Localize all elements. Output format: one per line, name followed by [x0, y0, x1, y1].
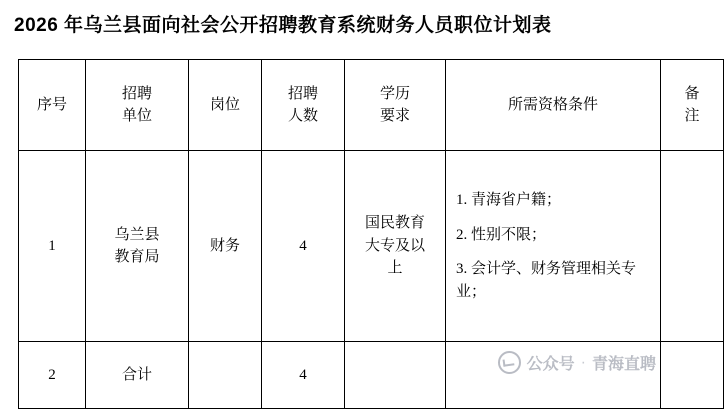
cell-remark [661, 342, 724, 409]
cell-unit: 乌兰县 教育局 [86, 151, 189, 342]
table-header-row [19, 60, 724, 151]
table-row [19, 151, 724, 342]
cell-requirements [446, 151, 661, 342]
table-header [19, 60, 724, 151]
requirement-item: 1. 青海省户籍； [456, 192, 562, 208]
column-header-post: 岗位 [189, 60, 262, 151]
cell-remark [661, 151, 724, 342]
column-header-requirements: 所需资格条件 [446, 60, 661, 151]
cell-no: 2 [19, 342, 86, 409]
watermark [498, 351, 656, 374]
watermark-separator: · [580, 353, 586, 371]
wechat-check-icon [498, 351, 521, 374]
cell-education [345, 342, 446, 409]
column-header-remark: 备 注 [661, 60, 724, 151]
page-title: 2026 年乌兰县面向社会公开招聘教育系统财务人员职位计划表 [14, 15, 552, 36]
requirement-item: 3. 会计学、财务管理相关专业； [456, 261, 637, 300]
cell-count: 4 [262, 342, 345, 409]
column-header-no: 序号 [19, 60, 86, 151]
cell-education: 国民教育 大专及以 上 [345, 151, 446, 342]
column-header-education: 学历 要求 [345, 60, 446, 151]
cell-post: 财务 [189, 151, 262, 342]
cell-no: 1 [19, 151, 86, 342]
watermark-label: 公众号 [526, 356, 575, 373]
column-header-unit: 招聘 单位 [86, 60, 189, 151]
column-header-count: 招聘 人数 [262, 60, 345, 151]
cell-unit: 合计 [86, 342, 189, 409]
watermark-account: 青海直聘 [591, 356, 656, 373]
cell-post [189, 342, 262, 409]
cell-count: 4 [262, 151, 345, 342]
requirement-item: 2. 性别不限； [456, 226, 547, 243]
